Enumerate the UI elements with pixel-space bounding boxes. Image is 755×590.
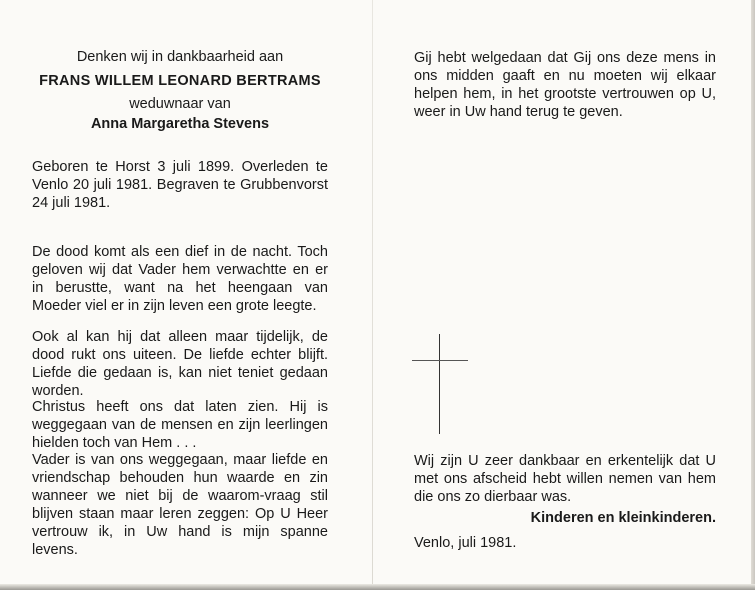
- birth-death-paragraph: Geboren te Horst 3 juli 1899. Overleden te Venlo 20 juli 1981. Begraven te Grubbenvorst 24 juli 1981.: [32, 159, 328, 211]
- cross-icon: [412, 334, 468, 434]
- christ-paragraph: Christus heeft ons dat laten zien. Hij is weggegaan van de mensen en zijn leerlingen hielden toch van Hem . . .: [32, 399, 328, 451]
- fold-line: [372, 0, 373, 590]
- death-paragraph: De dood komt als een dief in de nacht. Toch geloven wij dat Vader hem verwachtte en er in berustte, want na het heengaan van Moeder viel er in zijn leven een grote leegte.: [32, 244, 328, 314]
- thanks-paragraph: Wij zijn U zeer dankbaar en erkentelijk dat U met ons afscheid hebt willen nemen van hem die ons zo dierbaar was.: [414, 453, 716, 505]
- place-date-line: Venlo, juli 1981.: [414, 535, 517, 551]
- deceased-name: FRANS WILLEM LEONARD BERTRAMS: [39, 73, 321, 89]
- intro-line: Denken wij in dankbaarheid aan: [76, 49, 284, 65]
- signature-line: Kinderen en kleinkinderen.: [530, 510, 716, 526]
- card-edge-right: [751, 0, 755, 590]
- spouse-name: Anna Margaretha Stevens: [90, 116, 270, 132]
- father-paragraph: Vader is van ons weggegaan, maar liefde en vriendschap behouden hun waarde en zin wanneer we niet bij de waarom-vraag stil blijven staan maar leren zeggen: Op U Heer vertrouw ik, in Uw hand is mijn spanne levens.: [32, 452, 328, 558]
- card-edge-bottom: [0, 584, 755, 590]
- love-paragraph: Ook al kan hij dat alleen maar tijdelijk, de dood rukt ons uiteen. De liefde echter blijft. Liefde die gedaan is, kan niet teniet gedaan worden.: [32, 329, 328, 399]
- prayer-paragraph: Gij hebt welgedaan dat Gij ons deze mens in ons midden gaaft en nu moeten wij elkaar helpen hem, in het grootste vertrouwen op U, weer in Uw hand terug te geven.: [414, 50, 716, 120]
- relation-line: weduwnaar van: [129, 96, 231, 112]
